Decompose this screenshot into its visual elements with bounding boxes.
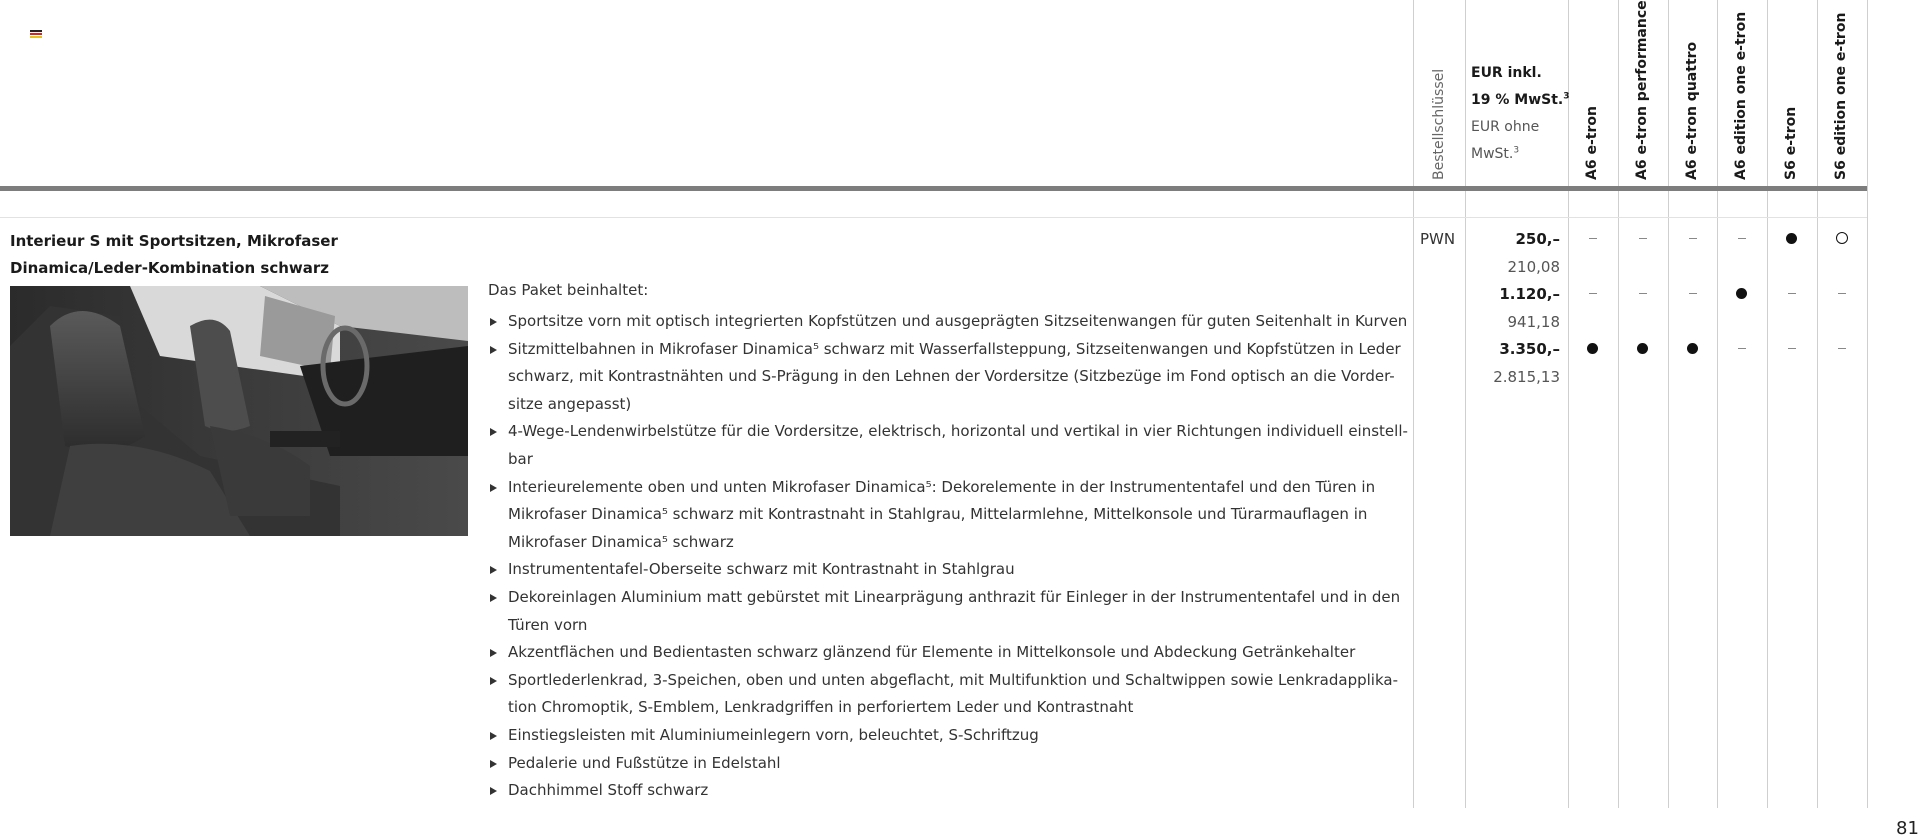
package-feature-list bbox=[488, 308, 1408, 805]
list-item: Akzentflächen und Bedientasten schwarz glänzend für Elemente in Mittelkonsole und Abdeckung Getränkehalter bbox=[488, 639, 1408, 667]
dash-icon bbox=[1738, 238, 1746, 239]
dash-icon bbox=[1689, 238, 1697, 239]
price-net-label: EUR ohne bbox=[1471, 119, 1540, 135]
price-net: 941,18 bbox=[1507, 312, 1560, 331]
dash-icon bbox=[1639, 293, 1647, 294]
interior-photo bbox=[10, 286, 468, 536]
availability-not-available-mark bbox=[1618, 230, 1667, 246]
interior-photo-illustration bbox=[10, 286, 468, 536]
availability-standard-mark bbox=[1618, 340, 1667, 356]
price-row bbox=[1470, 336, 1560, 391]
dash-icon bbox=[1788, 293, 1796, 294]
list-item: Instrumententafel-Oberseite schwarz mit Kontrastnaht in Stahlgrau bbox=[488, 556, 1408, 584]
column-divider bbox=[1767, 0, 1768, 808]
price-net-label-2: MwSt.$^3$ bbox=[1471, 145, 1520, 162]
list-item: Einstiegsleisten mit Aluminiumeinlegern vorn, beleuchtet, S-Schriftzug bbox=[488, 722, 1408, 750]
price-row bbox=[1470, 226, 1560, 281]
column-divider bbox=[1717, 0, 1718, 808]
availability-not-available-mark bbox=[1618, 285, 1667, 301]
page-number: 81 bbox=[1896, 818, 1919, 839]
availability-not-available-mark bbox=[1717, 230, 1766, 246]
list-item: Dachhimmel Stoff schwarz bbox=[488, 777, 1408, 805]
availability-optional-mark bbox=[1817, 230, 1866, 246]
price-net: 2.815,13 bbox=[1493, 367, 1560, 386]
list-item: Dekoreinlagen Aluminium matt gebürstet mit Linearprägung anthrazit für Einleger in der Instrumententafel und in den Türen vorn bbox=[488, 584, 1408, 639]
filled-circle-icon bbox=[1637, 343, 1648, 354]
dash-icon bbox=[1838, 348, 1846, 349]
column-divider bbox=[1817, 0, 1818, 808]
column-divider bbox=[1465, 0, 1466, 808]
column-divider bbox=[1867, 0, 1868, 808]
filled-circle-icon bbox=[1786, 233, 1797, 244]
list-item: 4-Wege-Lendenwirbelstütze für die Vordersitze, elektrisch, horizontal und vertikal in vier Richtungen individuell einstell-bar bbox=[488, 418, 1408, 473]
availability-standard-mark bbox=[1568, 340, 1617, 356]
item-title: Interieur S mit Sportsitzen, Mikrofaser Dinamica/Leder-Kombination schwarz bbox=[10, 232, 338, 277]
dash-icon bbox=[1639, 238, 1647, 239]
availability-standard-mark bbox=[1767, 230, 1816, 246]
open-circle-icon bbox=[1836, 232, 1848, 244]
price-gross: 3.350,– bbox=[1499, 340, 1560, 358]
availability-not-available-mark bbox=[1817, 285, 1866, 301]
price-gross: 1.120,– bbox=[1499, 285, 1560, 303]
dash-icon bbox=[1838, 293, 1846, 294]
dash-icon bbox=[1689, 293, 1697, 294]
list-item: Sportlederlenkrad, 3-Speichen, oben und unten abgeflacht, mit Multifunktion und Schaltwippen sowie Lenkradapplika-tion Chromoptik, S-Emblem, Lenkradgriffen in perforiertem Leder und Kontrastnaht bbox=[488, 667, 1408, 722]
price-gross-label-2: 19 % MwSt.$^3$ bbox=[1471, 91, 1570, 108]
filled-circle-icon bbox=[1687, 343, 1698, 354]
list-item: Interieurelemente oben und unten Mikrofaser Dinamica⁵: Dekorelemente in der Instrumententafel und den Türen in Mikrofaser Dinamica⁵ schwarz mit Kontrastnaht in Stahlgrau, Mittelarmlehne, Mittelkonsole und Türarmauflagen in Mikrofaser Dinamica⁵ schwarz bbox=[488, 474, 1408, 557]
column-divider bbox=[1413, 0, 1414, 808]
row-rule bbox=[0, 217, 1867, 218]
dash-icon bbox=[1788, 348, 1796, 349]
order-code: PWN bbox=[1420, 230, 1456, 248]
column-divider bbox=[1668, 0, 1669, 808]
availability-not-available-mark bbox=[1568, 285, 1617, 301]
language-flag-icon bbox=[30, 30, 42, 40]
filled-circle-icon bbox=[1736, 288, 1747, 299]
availability-not-available-mark bbox=[1767, 285, 1816, 301]
price-net: 210,08 bbox=[1507, 257, 1560, 276]
package-intro: Das Paket beinhaltet: bbox=[488, 281, 649, 299]
availability-not-available-mark bbox=[1668, 285, 1717, 301]
availability-not-available-mark bbox=[1668, 230, 1717, 246]
dash-icon bbox=[1589, 293, 1597, 294]
header-rule bbox=[0, 186, 1867, 191]
availability-standard-mark bbox=[1668, 340, 1717, 356]
filled-circle-icon bbox=[1587, 343, 1598, 354]
availability-standard-mark bbox=[1717, 285, 1766, 301]
list-item: Sitzmittelbahnen in Mikrofaser Dinamica⁵ schwarz mit Wasserfallsteppung, Sitzseitenwangen und Kopfstützen in Leder schwarz, mit Kontrastnähten und S-Prägung in den Lehnen der Vordersitze (Sitzbezüge im Fond optisch an die Vorder-sitze angepasst) bbox=[488, 336, 1408, 419]
column-divider bbox=[1618, 0, 1619, 808]
dash-icon bbox=[1738, 348, 1746, 349]
availability-not-available-mark bbox=[1817, 340, 1866, 356]
availability-not-available-mark bbox=[1717, 340, 1766, 356]
availability-not-available-mark bbox=[1568, 230, 1617, 246]
price-row bbox=[1470, 281, 1560, 336]
availability-not-available-mark bbox=[1767, 340, 1816, 356]
price-header bbox=[1471, 60, 1571, 168]
price-gross: 250,– bbox=[1515, 230, 1560, 248]
price-gross-label: EUR inkl. bbox=[1471, 65, 1542, 81]
list-item: Pedalerie und Fußstütze in Edelstahl bbox=[488, 750, 1408, 778]
list-item: Sportsitze vorn mit optisch integrierten Kopfstützen und ausgeprägten Sitzseitenwangen für guten Seitenhalt in Kurven bbox=[488, 308, 1408, 336]
dash-icon bbox=[1589, 238, 1597, 239]
